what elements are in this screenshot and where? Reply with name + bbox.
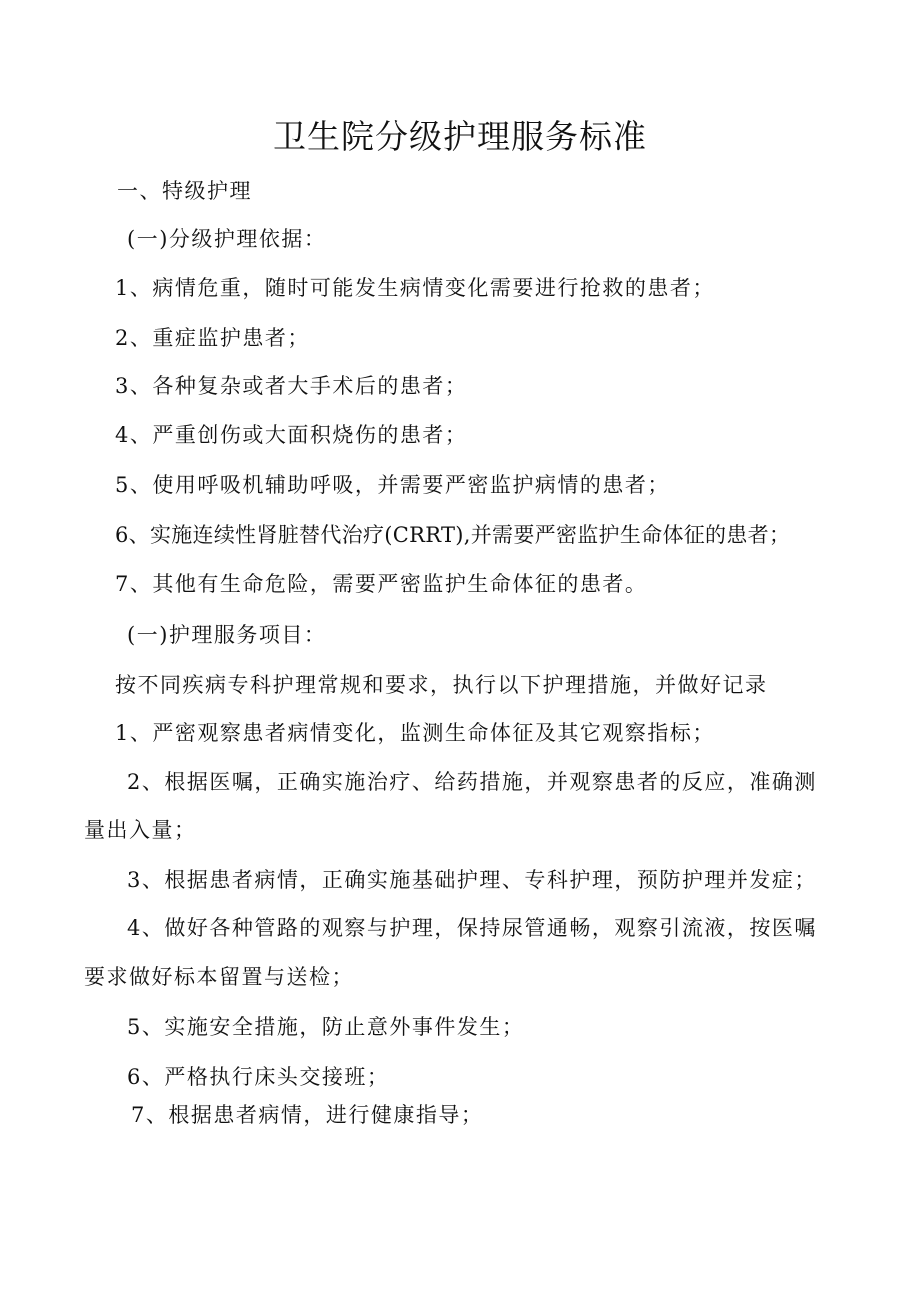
- list-item: 3、各种复杂或者大手术后的患者；: [115, 374, 468, 398]
- list-item: 1、病情危重，随时可能发生病情变化需要进行抢救的患者；: [115, 276, 715, 300]
- list-item: 2、重症监护患者；: [115, 326, 310, 350]
- list-item-continuation: 要求做好标本留置与送检；: [84, 965, 354, 989]
- section-heading: 一、特级护理: [117, 179, 252, 203]
- list-item: 7、根据患者病情，进行健康指导；: [131, 1103, 484, 1127]
- list-item: 1、严密观察患者病情变化，监测生命体征及其它观察指标；: [115, 721, 715, 745]
- list-item: 5、使用呼吸机辅助呼吸，并需要严密监护病情的患者；: [115, 473, 670, 497]
- list-item: 4、做好各种管路的观察与护理，保持尿管通畅，观察引流液，按医嘱: [127, 916, 817, 940]
- list-item: 7、其他有生命危险，需要严密监护生命体征的患者。: [115, 572, 648, 596]
- list-item: 6、实施连续性肾脏替代治疗(CRRT),并需要严密监护生命体征的患者；: [115, 523, 791, 547]
- list-item: 3、根据患者病情，正确实施基础护理、专科护理，预防护理并发症；: [127, 868, 817, 892]
- subsection-heading: (一)分级护理依据：: [127, 227, 327, 251]
- document-title: 卫生院分级护理服务标准: [273, 117, 647, 156]
- list-item-continuation: 量出入量；: [84, 818, 197, 842]
- list-item: 2、根据医嘱，正确实施治疗、给药措施，并观察患者的反应，准确测: [127, 770, 817, 794]
- subsection-heading: (一)护理服务项目：: [127, 623, 327, 647]
- paragraph: 按不同疾病专科护理常规和要求，执行以下护理措施，并做好记录: [115, 673, 768, 697]
- list-item: 5、实施安全措施，防止意外事件发生；: [127, 1015, 525, 1039]
- list-item: 4、严重创伤或大面积烧伤的患者；: [115, 423, 468, 447]
- list-item: 6、严格执行床头交接班；: [127, 1065, 390, 1089]
